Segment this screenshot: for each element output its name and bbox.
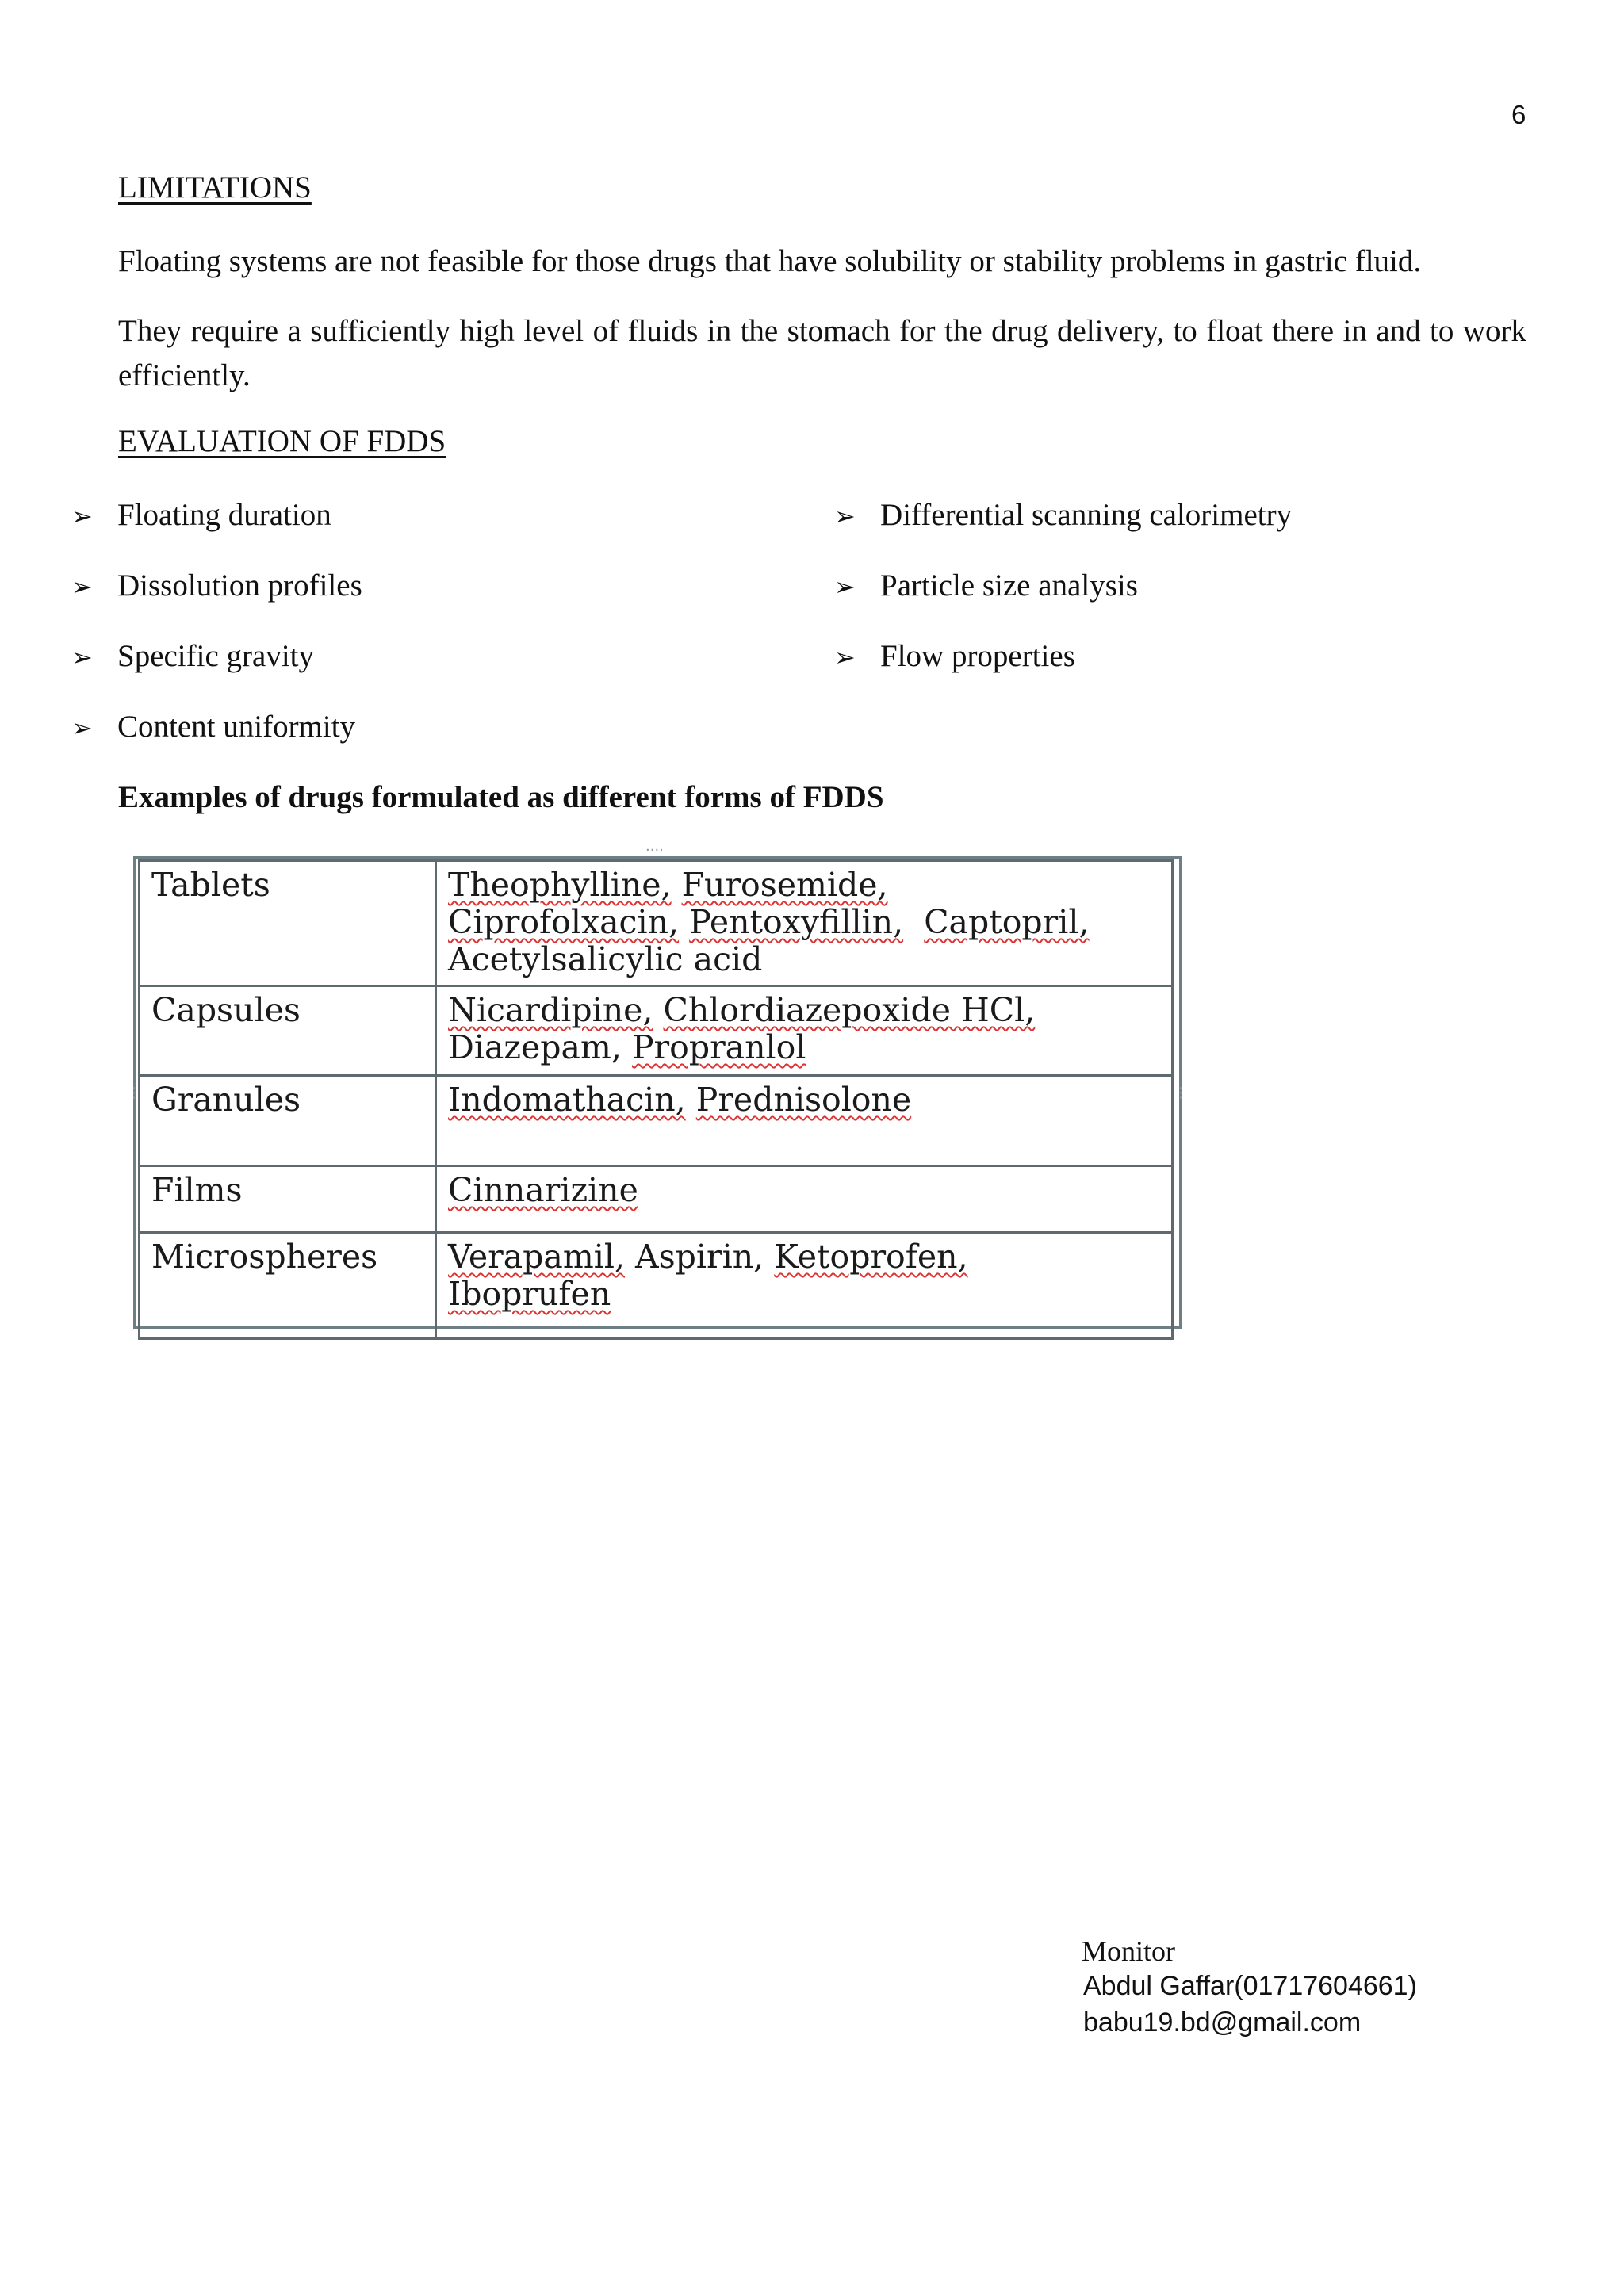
evaluation-item: ➢ Floating duration xyxy=(71,496,331,535)
table-row xyxy=(140,986,1173,1076)
examples-title: Examples of drugs formulated as different forms of FDDS xyxy=(118,780,884,814)
footer-email: babu19.bd@gmail.com xyxy=(1083,2007,1362,2038)
arrow-bullet-icon: ➢ xyxy=(71,501,93,531)
table-row xyxy=(140,1076,1173,1166)
dosage-form-cell: Capsules xyxy=(140,986,436,1076)
dosage-form-cell: Tablets xyxy=(140,861,436,986)
resize-handle-icon: ⋮ xyxy=(127,1085,141,1101)
evaluation-item: ➢ Particle size analysis xyxy=(834,567,1138,606)
drugs-cell: Nicardipine, Chlordiazepoxide HCl, Diazepam, Propranlol xyxy=(436,986,1173,1076)
footer-role: Monitor xyxy=(1082,1935,1176,1967)
evaluation-item: ➢ Content uniformity xyxy=(71,708,355,747)
evaluation-item: ➢ Dissolution profiles xyxy=(71,567,362,606)
drugs-cell: Theophylline, Furosemide, Ciprofolxacin, Pentoxyfillin, Captopril, Acetylsalicylic acid xyxy=(436,861,1173,986)
arrow-bullet-icon: ➢ xyxy=(834,501,856,531)
resize-handle-icon: ···· xyxy=(645,1331,664,1348)
dosage-form-cell: Granules xyxy=(140,1076,436,1166)
footer-name-phone: Abdul Gaffar(01717604661) xyxy=(1083,1971,1417,2001)
drugs-cell: Cinnarizine xyxy=(436,1166,1173,1233)
table-row xyxy=(140,861,1173,986)
table-row xyxy=(140,1166,1173,1233)
drugs-cell: Indomathacin, Prednisolone xyxy=(436,1076,1173,1166)
evaluation-item: ➢ Differential scanning calorimetry xyxy=(834,496,1292,535)
limitations-paragraph-2: They require a sufficiently high level of fluids in the stomach for the drug delivery, to float there in and to work efficiently. xyxy=(118,314,1526,392)
dosage-form-cell: Microspheres xyxy=(140,1233,436,1339)
drugs-cell: Verapamil, Aspirin, Ketoprofen, Iboprufen xyxy=(436,1233,1173,1339)
arrow-bullet-icon: ➢ xyxy=(834,572,856,602)
table-row xyxy=(140,1233,1173,1339)
page-number: 6 xyxy=(1511,100,1526,129)
limitations-heading: LIMITATIONS xyxy=(118,170,312,205)
drug-forms-table-image xyxy=(127,842,1188,1348)
limitations-paragraph-1: Floating systems are not feasible for those drugs that have solubility or stability problems in gastric fluid. xyxy=(118,244,1422,278)
resize-handle-icon: ···· xyxy=(645,842,664,859)
evaluation-heading: EVALUATION OF FDDS xyxy=(118,424,446,458)
arrow-bullet-icon: ➢ xyxy=(71,642,93,672)
resize-handle-icon: ⋮ xyxy=(1174,1085,1188,1101)
dosage-form-cell: Films xyxy=(140,1166,436,1233)
drug-forms-table xyxy=(138,859,1174,1340)
evaluation-item: ➢ Specific gravity xyxy=(71,637,314,676)
arrow-bullet-icon: ➢ xyxy=(71,713,93,743)
evaluation-item: ➢ Flow properties xyxy=(834,637,1075,676)
arrow-bullet-icon: ➢ xyxy=(71,572,93,602)
arrow-bullet-icon: ➢ xyxy=(834,642,856,672)
